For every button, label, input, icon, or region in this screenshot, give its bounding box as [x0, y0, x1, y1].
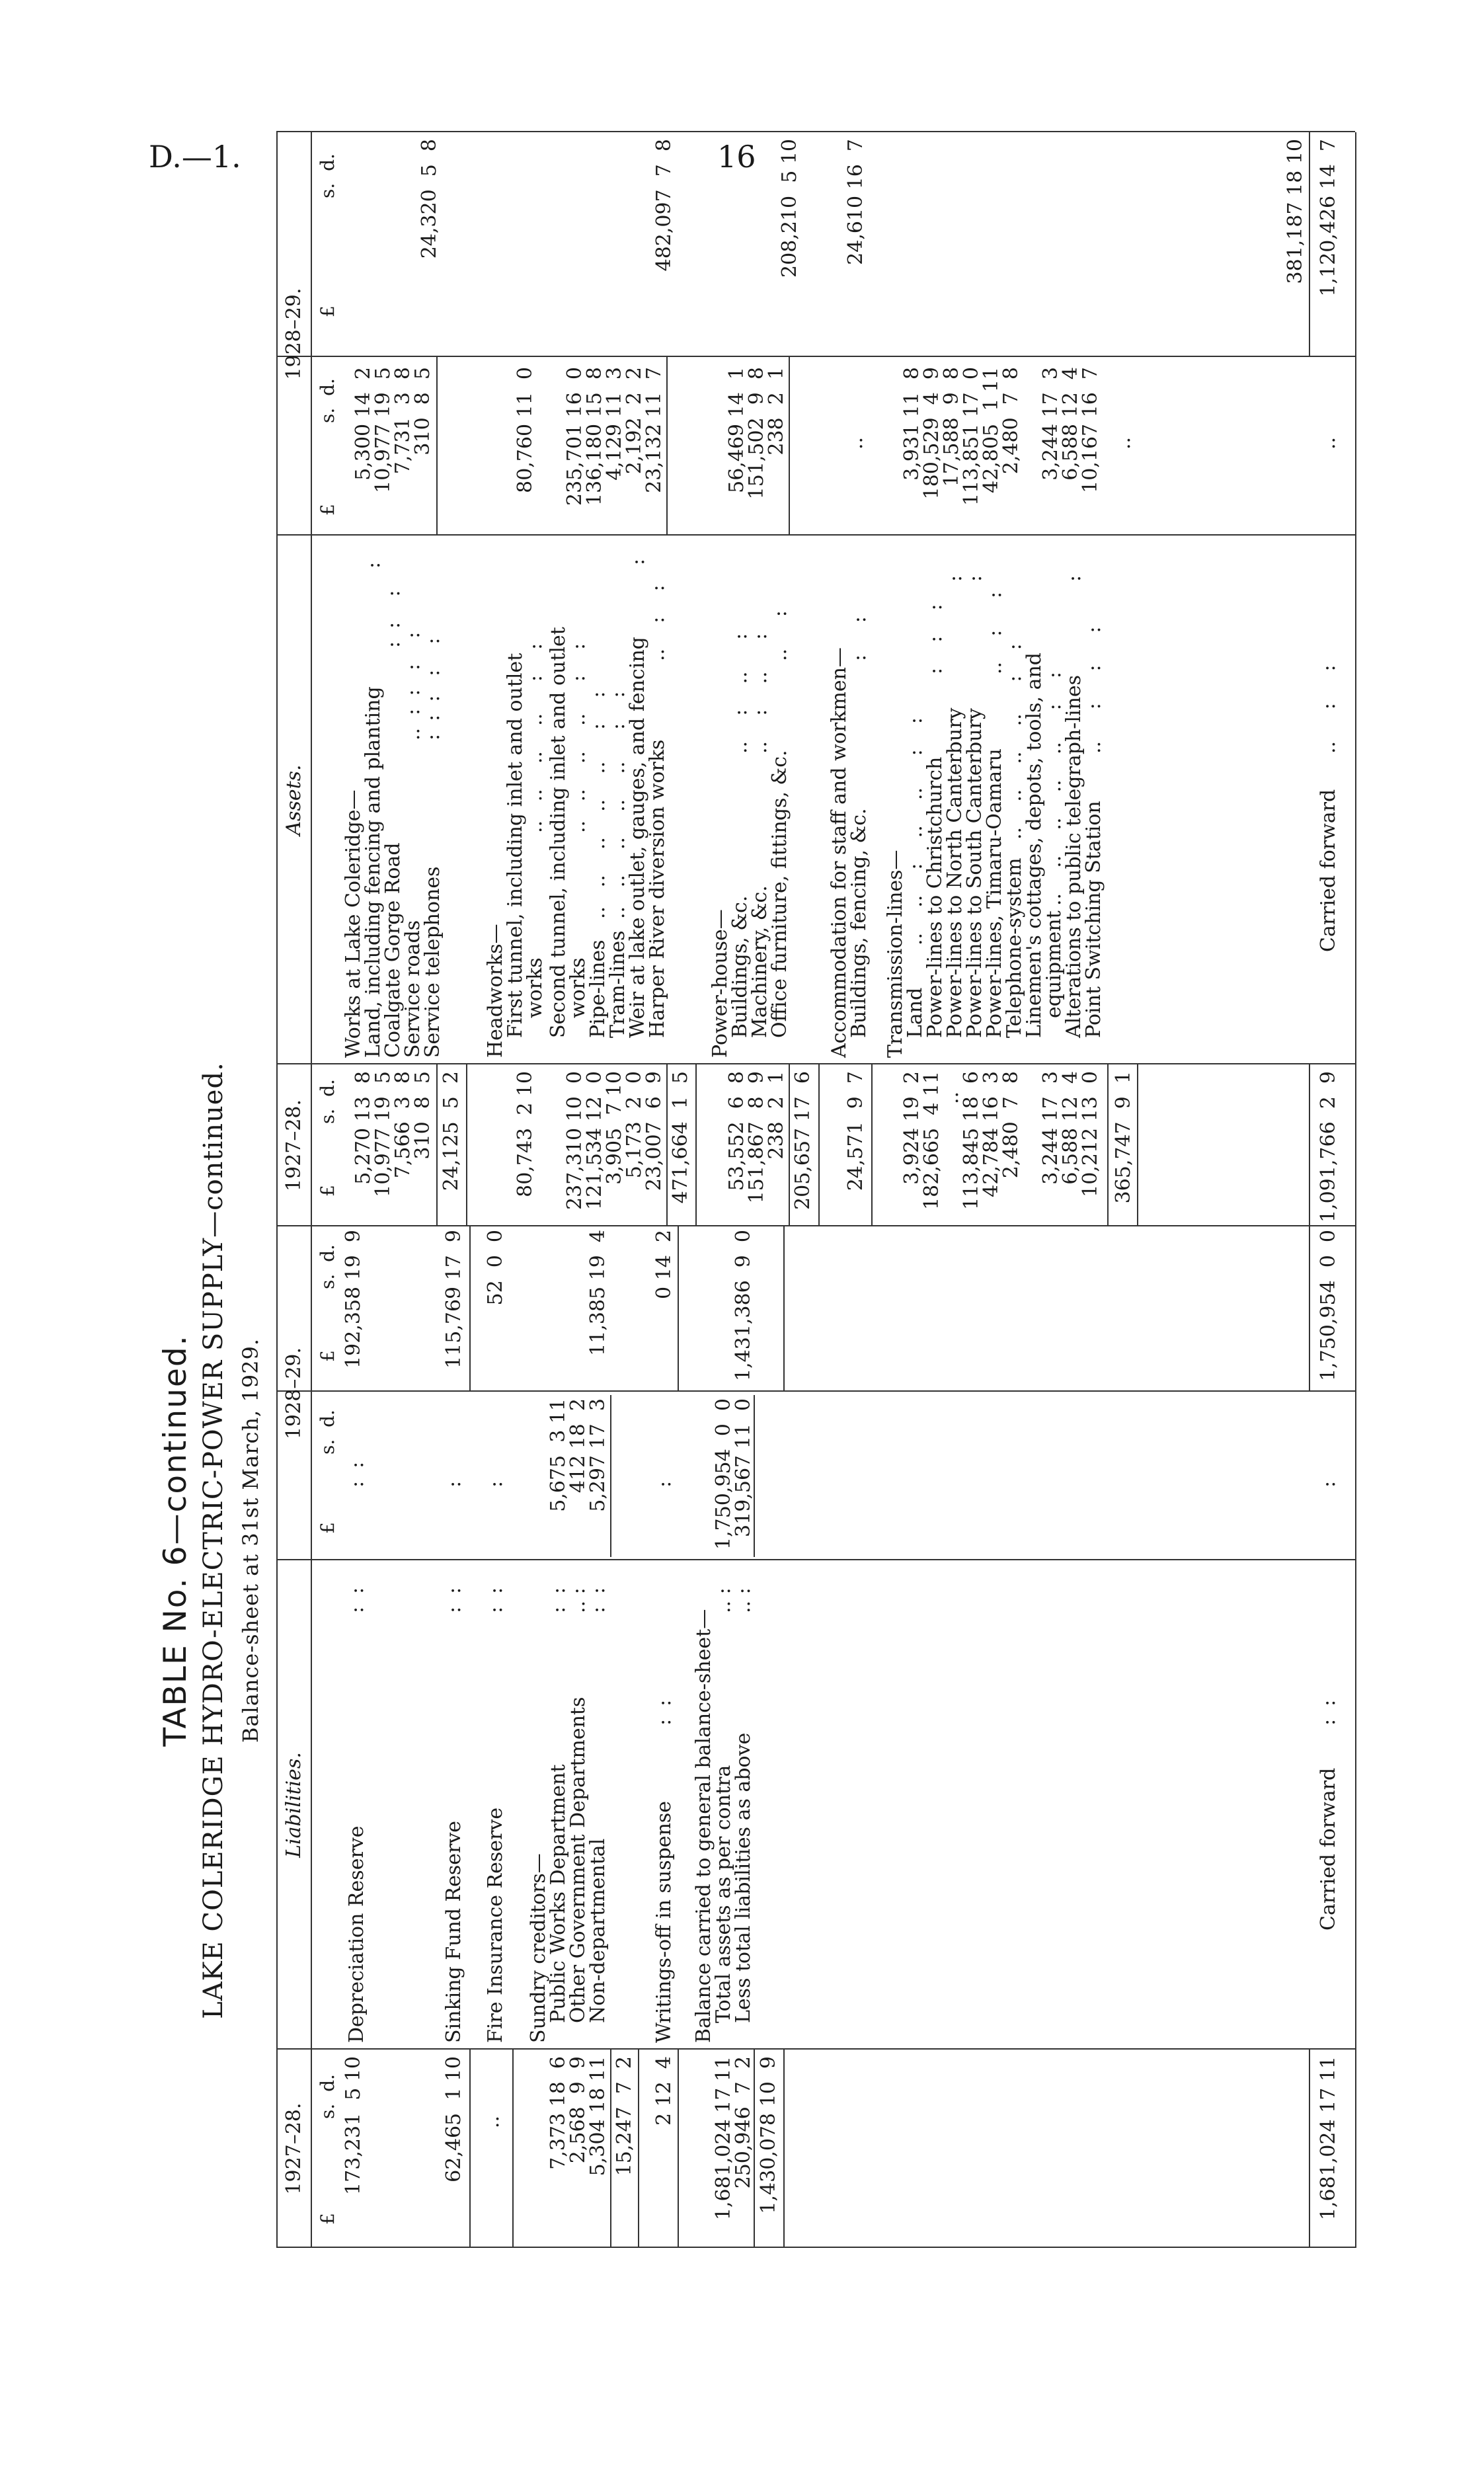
- column-header-1928-29: 1928–29.: [282, 1347, 305, 1440]
- leader-dots: :: [943, 575, 966, 582]
- liab-total-carried-forward: 1,750,954 0 0: [1317, 1230, 1340, 1381]
- asset-amt-service-tel: 310 8 5: [411, 367, 434, 456]
- header-rule: [311, 132, 312, 2248]
- asset-prev-service-roads: 7,566 3 8: [391, 1071, 414, 1179]
- column-header-liabilities: Liabilities.: [282, 1752, 305, 1858]
- asset-amt-service-roads: 7,731 3 8: [391, 367, 414, 475]
- table-subtitle: LAKE COLERIDGE HYDRO-ELECTRIC-POWER SUPPLY—continued.: [198, 1062, 229, 2019]
- column-header-1927-28: 1927–28.: [282, 1099, 305, 1192]
- liab-fire-label: Fire Insurance Reserve: [484, 1807, 507, 2043]
- rotated-table-page: [126, 0, 1415, 2248]
- asset-coalgate-label: Coalgate Gorge Road: [381, 842, 405, 1058]
- currency-shillings-pence: s. d.: [317, 153, 338, 198]
- row-rule: [638, 2050, 639, 2248]
- asset-amt-coalgate: 10,977 19 5: [371, 367, 395, 493]
- col-rule: [276, 131, 1355, 132]
- asset-total-power-house: 208,210 5 10: [778, 139, 801, 278]
- asset-prev-cottages: 3,244 17 3: [1039, 1071, 1062, 1185]
- asset-cottages-label: Linemen's cottages, depots, tools, and: [1023, 653, 1046, 1038]
- leader-dots: :: [442, 1480, 465, 1488]
- asset-switching-station-label: Point Switching Station: [1082, 801, 1105, 1038]
- table-bottom-rule: [1355, 132, 1356, 2248]
- leader-dots: : : : : :: [421, 637, 444, 740]
- leader-dots: : :: [345, 1587, 368, 1613]
- currency-shillings-pence: s. d.: [317, 378, 338, 423]
- asset-prev-works-subtotal: 24,125 5 2: [440, 1071, 463, 1191]
- row-rule: [818, 1064, 820, 1226]
- row-rule: [678, 2050, 679, 2248]
- leader-dots: .. : :: [983, 591, 1006, 674]
- asset-chch-label: Power-lines to Christchurch: [923, 756, 947, 1038]
- liab-prev-carried-forward: 1,681,024 17 11: [1317, 2056, 1340, 2221]
- leader-dots: .. :: [732, 1587, 755, 1613]
- column-header-1928-29: 1928–29.: [282, 288, 305, 380]
- liab-total-sinking: 115,769 17 9: [442, 1230, 465, 1369]
- asset-prev-second-tunnel: 237,310 10 0: [563, 1071, 586, 1210]
- currency-shillings-pence: s. d.: [317, 1079, 338, 1124]
- liab-total-writeoffs: 0 14 2: [652, 1230, 676, 1299]
- row-rule: [1107, 1064, 1109, 1226]
- leader-dots: .. .. .. .. .. : :: [1042, 672, 1066, 906]
- col-rule: [276, 2247, 1355, 2248]
- liab-prev-fire: ..: [481, 2116, 504, 2129]
- asset-prev-office: 238 2 1: [765, 1071, 788, 1160]
- liab-carried-forward-label: Carried forward: [1317, 1767, 1340, 1931]
- asset-accommodation-label: Accommodation for staff and workmen—: [828, 647, 851, 1058]
- asset-amt-trans-land: 3,931 11 8: [900, 367, 923, 481]
- asset-prev-harper: 23,007 6 9: [643, 1071, 666, 1191]
- row-rule: [871, 1064, 873, 1226]
- asset-total-headworks: 482,097 7 8: [652, 139, 676, 272]
- leader-dots: :: [1062, 575, 1085, 582]
- leader-dots: .. :: [768, 610, 791, 661]
- row-rule: [610, 2050, 611, 2248]
- liab-ogd-label: Other Government Departments: [566, 1697, 590, 2023]
- table-title: TABLE No. 6—continued.: [157, 1334, 194, 1747]
- asset-works-land-label: Land, including fencing and planting: [362, 686, 385, 1058]
- asset-alterations-label: Alterations to public telegraph-lines: [1062, 674, 1085, 1038]
- asset-prev-tram-lines: 3,905 7 10: [603, 1071, 626, 1185]
- asset-prev-weir: 5,173 2 0: [623, 1071, 646, 1179]
- row-rule: [789, 1064, 790, 1226]
- leader-dots: .. .. .. .. : :: [566, 643, 590, 833]
- asset-harper-label: Harper River diversion works: [646, 739, 669, 1038]
- liab-less-label: Less total liabilities as above: [732, 1732, 755, 2023]
- asset-office-label: Office furniture, fittings, &c.: [768, 750, 791, 1038]
- row-rule: [754, 1395, 755, 1557]
- leader-dots: :: [1317, 1480, 1340, 1488]
- leader-dots: :: [963, 575, 986, 582]
- liab-total-depreciation: 192,358 19 9: [342, 1230, 365, 1369]
- leader-dots: :: [652, 1480, 676, 1488]
- asset-amt-timaru: 42,805 1 11: [980, 367, 1003, 493]
- asset-prev-buildings: 53,552 6 8: [725, 1071, 748, 1191]
- liab-amt-nondept: 5,297 17 3: [586, 1398, 609, 1512]
- asset-total-accommodation: 24,610 16 7: [844, 139, 867, 265]
- row-rule: [512, 2050, 514, 2248]
- asset-weir-label: Weir at lake outlet, gauges, and fencing: [626, 637, 649, 1038]
- asset-amt-telephone-system: 2,480 7 8: [999, 367, 1023, 475]
- asset-carried-forward-label: Carried forward: [1317, 789, 1340, 952]
- leader-dots: :: [626, 558, 649, 565]
- leader-dots: .. : : : :: [401, 631, 424, 740]
- row-rule: [436, 357, 438, 536]
- col-rule: [276, 534, 1355, 536]
- asset-amt-office: 238 2 1: [765, 367, 788, 456]
- asset-prev-power-subtotal: 205,657 17 6: [791, 1071, 814, 1210]
- liab-total-sundry: 11,385 19 4: [586, 1230, 609, 1356]
- liab-writeoffs-label: Writings-off in suspense: [652, 1800, 676, 2043]
- col-rule: [276, 1063, 1355, 1064]
- asset-prev-carried-forward: 1,091,766 2 9: [1317, 1071, 1340, 1222]
- asset-second-tunnel-label-cont: works: [566, 957, 590, 1018]
- asset-prev-first-tunnel: 80,743 2 10: [514, 1071, 537, 1197]
- row-rule: [610, 1395, 611, 1557]
- asset-south-canterbury-label: Power-lines to South Canterbury: [963, 708, 986, 1038]
- asset-pipe-lines-label: Pipe-lines: [586, 939, 609, 1038]
- asset-service-tel-label: Service telephones: [421, 866, 444, 1058]
- asset-prev-chch: 182,665 4 11: [920, 1071, 943, 1210]
- row-rule: [783, 2050, 785, 2248]
- leader-dots: : :: [547, 1587, 570, 1613]
- asset-amt-switching-station: 10,167 16 7: [1079, 367, 1102, 493]
- asset-prev-trans-land: 3,924 19 2: [900, 1071, 923, 1185]
- liab-prev-depreciation: 173,231 5 10: [342, 2056, 365, 2195]
- asset-prev-south-canterbury: 113,845 18 6: [960, 1071, 983, 1210]
- asset-north-canterbury-label: Power-lines to North Canterbury: [943, 707, 966, 1038]
- asset-telephone-system-label: Telephone-system: [1003, 858, 1026, 1038]
- asset-prev-service-tel: 310 8 5: [411, 1071, 434, 1160]
- row-rule: [466, 1064, 467, 1226]
- currency-pound: £: [317, 1522, 338, 1534]
- row-rule: [469, 2050, 471, 2248]
- currency-shillings-pence: s. d.: [317, 1244, 338, 1289]
- asset-amt-works-land: 5,300 14 2: [352, 367, 375, 481]
- asset-first-tunnel-label-cont: works: [524, 957, 547, 1018]
- asset-prev-pipe-lines: 121,534 12 0: [583, 1071, 606, 1210]
- currency-pound: £: [317, 305, 338, 317]
- leader-dots: : :: [652, 1699, 676, 1726]
- row-rule: [1309, 1226, 1310, 1392]
- asset-amt-tram-lines: 4,129 11 3: [603, 367, 626, 481]
- row-rule: [666, 1064, 668, 1226]
- asset-machinery-label: Machinery, &c.: [748, 885, 771, 1038]
- leader-dots: : : :: [381, 590, 405, 648]
- asset-amt-alterations: 6,588 12 4: [1059, 367, 1082, 481]
- liab-prev-total-assets: 1,681,024 17 11: [712, 2056, 735, 2221]
- leader-dots: .. : :: [646, 584, 669, 661]
- asset-amt-accommodation: ..: [844, 436, 867, 450]
- col-rule: [276, 1390, 1355, 1392]
- asset-transmission-label: Transmission-lines—: [884, 850, 907, 1058]
- col-rule: [276, 1225, 1355, 1226]
- asset-amt-first-tunnel: 80,760 11 0: [514, 367, 537, 493]
- asset-total-carried-forward: 1,120,426 14 7: [1317, 139, 1340, 297]
- leader-dots: : :: [345, 1461, 368, 1488]
- table-top-rule: [276, 132, 278, 2248]
- asset-tram-lines-label: Tram-lines: [606, 930, 629, 1038]
- row-rule: [666, 357, 668, 536]
- liab-prev-writeoffs: 2 12 4: [652, 2056, 676, 2126]
- leader-dots: : : :: [923, 604, 947, 674]
- leader-dots: : :: [847, 616, 871, 661]
- liab-sundry-label: Sundry creditors—: [527, 1853, 550, 2043]
- leader-dots: .. : :: [1317, 664, 1340, 754]
- asset-cottages-label-cont: equipment: [1042, 910, 1066, 1018]
- liab-sinking-label: Sinking Fund Reserve: [442, 1820, 465, 2043]
- row-rule: [783, 1226, 785, 1392]
- column-header-1927-28: 1927–28.: [282, 2102, 305, 2195]
- row-rule: [754, 2050, 755, 2248]
- asset-amt-harper: 23,132 11 7: [643, 367, 666, 493]
- row-rule: [1309, 1064, 1310, 1226]
- liab-amt-total-assets: 1,750,954 0 0: [712, 1398, 735, 1550]
- asset-prev-telephone-system: 2,480 7 8: [999, 1071, 1023, 1179]
- asset-amt-transmission: ..: [1112, 436, 1135, 450]
- asset-buildings-label: Buildings, &c.: [728, 895, 752, 1038]
- balance-sheet-date: Balance-sheet at 31st March, 1929.: [238, 1338, 263, 1743]
- asset-amt-chch: 180,529 4 9: [920, 367, 943, 500]
- asset-prev-transmission-subtotal: 365,747 9 1: [1112, 1071, 1135, 1204]
- liab-prev-pwd: 7,373 18 6: [547, 2056, 570, 2170]
- currency-shillings-pence: s. d.: [317, 2074, 338, 2119]
- leader-dots: : :: [1317, 1699, 1340, 1726]
- liab-prev-sundry-subtotal: 15,247 7 2: [613, 2056, 636, 2176]
- col-rule: [276, 2048, 1355, 2050]
- currency-pound: £: [317, 1350, 338, 1362]
- leader-dots: :: [484, 1480, 507, 1488]
- asset-prev-alterations: 6,588 12 4: [1059, 1071, 1082, 1185]
- leader-dots: .. .. .. .. .. : :: [606, 691, 629, 919]
- leader-dots: .. .. .. .. : :: [524, 643, 547, 833]
- leader-dots: .. : .. :: [748, 633, 771, 754]
- leader-dots: .. .. .. .. .. : :: [586, 691, 609, 919]
- asset-amt-machinery: 151,502 9 8: [745, 367, 768, 500]
- asset-trans-land-label: Land: [904, 987, 927, 1038]
- row-rule: [789, 357, 790, 536]
- asset-first-tunnel-label: First tunnel, including inlet and outlet: [504, 653, 527, 1038]
- asset-amt-weir: 2,192 2 2: [623, 367, 646, 475]
- asset-total-works: 24,320 5 8: [418, 139, 441, 259]
- asset-amt-south-canterbury: 113,851 17 0: [960, 367, 983, 506]
- asset-second-tunnel-label: Second tunnel, including inlet and outlet: [547, 627, 570, 1038]
- asset-amt-carried-forward: ..: [1317, 436, 1340, 450]
- row-rule: [469, 1226, 471, 1392]
- col-rule: [276, 1559, 1355, 1560]
- liab-total-balance: 1,431,386 9 0: [732, 1230, 755, 1381]
- asset-works-label: Works at Lake Coleridge—: [342, 789, 365, 1058]
- asset-prev-timaru: 42,784 16 3: [980, 1071, 1003, 1197]
- leader-dots: :: [362, 561, 385, 569]
- asset-prev-coalgate: 10,977 19 5: [371, 1071, 395, 1197]
- asset-amt-buildings: 56,469 14 1: [725, 367, 748, 493]
- leader-dots: : :: [586, 1587, 609, 1613]
- asset-amt-north-canterbury: 17,588 9 8: [940, 367, 963, 487]
- col-rule: [276, 356, 1355, 357]
- asset-accommodation-sublabel: Buildings, fencing, &c.: [847, 808, 871, 1038]
- column-header-assets: Assets.: [282, 764, 305, 836]
- row-rule: [1309, 2050, 1310, 2248]
- asset-prev-headworks-subtotal: 471,664 1 5: [669, 1071, 692, 1204]
- liab-prev-sinking: 62,465 1 10: [442, 2056, 465, 2182]
- page-number: 16: [717, 139, 756, 175]
- currency-pound: £: [317, 504, 338, 516]
- liab-prev-ogd: 2,568 9 9: [566, 2056, 590, 2164]
- leader-dots: .. : .. :: [728, 633, 752, 754]
- liab-pwd-label: Public Works Department: [547, 1764, 570, 2023]
- asset-amt-second-tunnel: 235,701 16 0: [563, 367, 586, 506]
- liab-nondept-label: Non-departmental: [586, 1838, 609, 2023]
- liab-prev-less: 250,946 7 2: [732, 2056, 755, 2189]
- asset-power-house-label: Power-house—: [709, 909, 732, 1058]
- liab-total-fire: 52 0 0: [484, 1230, 507, 1306]
- liab-amt-pwd: 5,675 3 11: [547, 1398, 570, 1512]
- leader-dots: : :: [442, 1587, 465, 1613]
- asset-prev-north-canterbury: ..: [940, 1091, 963, 1104]
- asset-timaru-label: Power-lines, Timaru-Oamaru: [983, 748, 1006, 1038]
- liab-depreciation-label: Depreciation Reserve: [345, 1825, 368, 2043]
- row-rule: [678, 1226, 679, 1392]
- leader-dots: .. .. : .. .. : :: [904, 717, 927, 945]
- row-rule: [1137, 1064, 1138, 1226]
- row-rule: [436, 1064, 438, 1226]
- liab-amt-less: 319,567 11 0: [732, 1398, 755, 1537]
- asset-prev-accommodation: 24,571 9 7: [844, 1071, 867, 1191]
- asset-amt-cottages: 3,244 17 3: [1039, 367, 1062, 481]
- leader-dots: .. : : :: [1082, 626, 1105, 754]
- row-rule: [695, 1064, 697, 1226]
- liab-prev-balance-net: 1,430,078 10 9: [757, 2056, 780, 2214]
- asset-prev-machinery: 151,867 8 9: [745, 1071, 768, 1204]
- liab-balance-label: Balance carried to general balance-sheet—: [692, 1609, 715, 2043]
- asset-prev-works-land: 5,270 13 8: [352, 1071, 375, 1185]
- asset-prev-switching-station: 10,212 13 0: [1079, 1071, 1102, 1197]
- page-header-reference: D.—1.: [149, 139, 241, 175]
- liab-total-assets-label: Total assets as per contra: [712, 1765, 735, 2023]
- asset-total-transmission: 381,187 18 10: [1284, 139, 1307, 284]
- liab-amt-ogd: 412 18 2: [566, 1398, 590, 1494]
- leader-dots: : :: [484, 1587, 507, 1613]
- currency-pound: £: [317, 1185, 338, 1197]
- liab-prev-nondept: 5,304 18 11: [586, 2056, 609, 2176]
- row-rule: [1309, 132, 1310, 357]
- currency-shillings-pence: s. d.: [317, 1410, 338, 1455]
- asset-service-roads-label: Service roads: [401, 920, 424, 1058]
- leader-dots: .. :: [566, 1587, 590, 1613]
- leader-dots: .. .. .. .. : :: [1003, 643, 1026, 840]
- asset-headworks-label: Headworks—: [484, 924, 507, 1058]
- currency-pound: £: [317, 2213, 338, 2225]
- leader-dots: .. :: [712, 1587, 735, 1613]
- asset-amt-pipe-lines: 136,180 15 8: [583, 367, 606, 506]
